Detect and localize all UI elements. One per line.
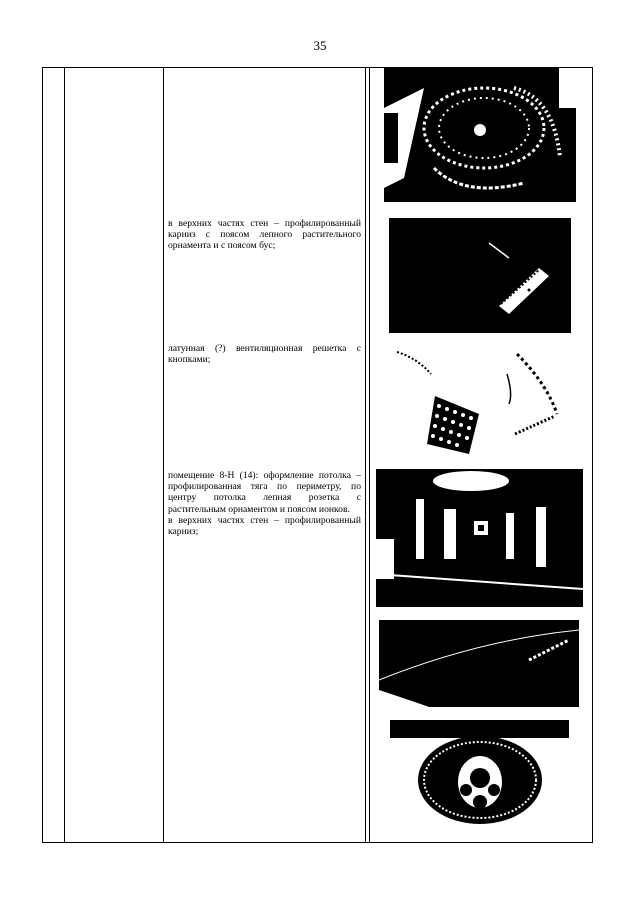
photo-ventilation-grille (387, 344, 573, 456)
photo-ceiling-rosette (384, 68, 576, 202)
description-text: помещение 8-Н (14): оформление потолка – профилированная тяга по периметру, по центру потолка лепная розетка с растительным орнаментом и поясом ионков. (168, 470, 361, 515)
column-divider (64, 68, 65, 842)
column-divider (365, 68, 370, 842)
description-vent-grille (168, 343, 361, 365)
description-room-8n (168, 470, 361, 537)
photo-room-interior (376, 469, 583, 607)
description-text: в верхних частях стен – профилированный карниз с поясом лепного растительного орнамента и с поясом бус; (168, 218, 361, 252)
description-text: в верхних частях стен – профилированный карниз; (168, 514, 361, 538)
photo-cornice-wide (379, 620, 579, 707)
photo-ceiling-rosette-centre (390, 720, 569, 828)
description-text: латунная (?) вентиляционная решетка с кнопками; (168, 343, 361, 366)
page-number: 35 (313, 38, 327, 53)
description-cornice (168, 218, 361, 252)
column-divider (163, 68, 164, 842)
photo-cornice-detail (389, 218, 571, 333)
